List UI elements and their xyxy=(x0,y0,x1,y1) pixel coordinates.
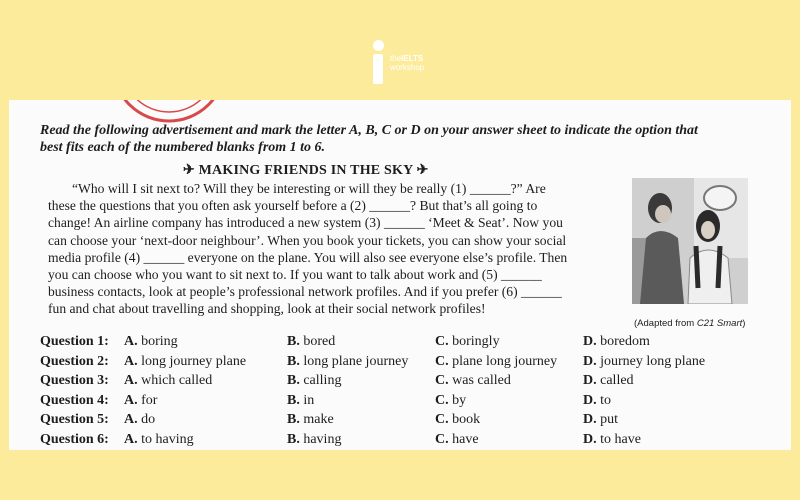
airplane-passengers-image xyxy=(632,178,748,304)
option-d: D. called xyxy=(583,373,634,388)
logo-brand: IELTS xyxy=(401,54,424,63)
option-a: A. long journey plane xyxy=(124,353,247,369)
passage-line: can choose your ‘next-door neighbour’. When you book your tickets, you can show your social xyxy=(48,232,567,248)
option-c: C. boringly xyxy=(435,334,500,349)
option-a: A. for xyxy=(124,392,158,408)
logo-the: the xyxy=(390,54,402,63)
option-c: C. book xyxy=(435,412,481,427)
logo-i-mark xyxy=(368,40,388,86)
instruction-line: best fits each of the numbered blanks from 1 to 6. xyxy=(40,140,326,155)
passage-line: you can choose who you want to sit next to. If you want to talk about work and (5) ______ xyxy=(48,267,542,283)
question-label: Question 1: xyxy=(40,334,109,349)
option-d: D. journey long plane xyxy=(583,353,706,369)
option-a: A. to having xyxy=(124,431,194,447)
source-suffix: ) xyxy=(742,318,746,329)
question-label: Question 3: xyxy=(40,373,109,388)
option-b: B. bored xyxy=(287,334,336,349)
source-prefix: (Adapted from xyxy=(634,318,697,329)
instruction-text xyxy=(40,122,780,156)
option-a: A. which called xyxy=(124,373,213,388)
option-a: A. boring xyxy=(124,334,178,349)
worksheet-paper xyxy=(9,100,791,450)
option-d: D. to have xyxy=(583,431,641,447)
option-c: C. have xyxy=(435,431,479,447)
passage-line: these the questions that you often ask yourself before a (2) ______? But that’s all going to xyxy=(48,198,538,214)
passage-line: change! An airline company has introduced a new system (3) ______ ‘Meet & Seat’. Now you xyxy=(48,215,563,231)
passage xyxy=(48,180,618,318)
option-b: B. calling xyxy=(287,373,342,388)
option-b: B. make xyxy=(287,412,334,427)
passage-line: business contacts, look at people’s professional network profiles. And if you prefer (6) ______ xyxy=(48,284,562,300)
source-citation xyxy=(634,318,745,329)
option-c: C. was called xyxy=(435,373,511,388)
passage-line: “Who will I sit next to? Will they be interesting or will they be really (1) ______?” Are xyxy=(72,181,546,196)
option-a: A. do xyxy=(124,412,156,427)
question-label: Question 5: xyxy=(40,412,109,427)
source-book: C21 Smart xyxy=(696,318,743,329)
option-c: C. by xyxy=(435,392,467,408)
logo-text xyxy=(390,54,424,72)
option-d: D. boredom xyxy=(583,334,650,349)
passage-line: fun and chat about travelling and shopping, look at their social network profiles! xyxy=(48,301,486,317)
passage-line: media profile (4) ______ everyone on the plane. You will also see everyone else’s profile. Then xyxy=(48,249,568,265)
option-b: B. long plane journey xyxy=(287,353,409,369)
question-label: Question 6: xyxy=(40,431,109,447)
instruction-line: Read the following advertisement and mark the letter A, B, C or D on your answer sheet to indicate the option that xyxy=(40,123,698,138)
red-stamp-seal xyxy=(94,100,244,123)
ielts-workshop-logo xyxy=(368,40,458,86)
passage-title: ✈ MAKING FRIENDS IN THE SKY ✈ xyxy=(183,163,429,178)
logo-workshop: workshop xyxy=(390,63,425,72)
option-b: B. in xyxy=(287,392,315,408)
option-b: B. having xyxy=(287,431,342,447)
option-c: C. plane long journey xyxy=(435,353,558,369)
option-d: D. put xyxy=(583,412,619,427)
question-label: Question 4: xyxy=(40,392,109,408)
question-label: Question 2: xyxy=(40,353,109,369)
option-d: D. to xyxy=(583,392,612,408)
